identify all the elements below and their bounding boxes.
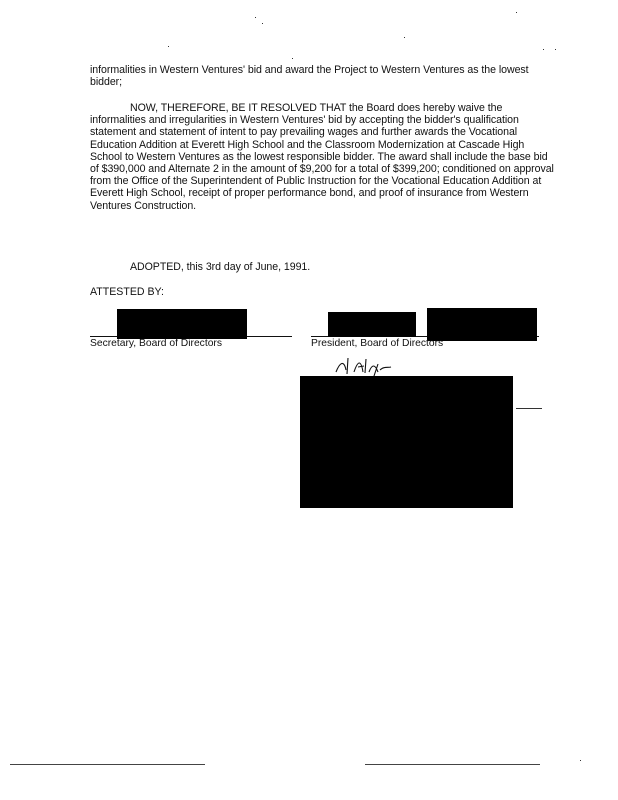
scan-artifact-line [365, 764, 540, 765]
signature-mark [334, 354, 394, 378]
redaction-block [300, 376, 513, 508]
attested-by-label: ATTESTED BY: [90, 286, 164, 298]
scan-speck [516, 12, 517, 13]
scan-speck [543, 49, 544, 50]
scan-speck [255, 17, 256, 18]
adopted-line: ADOPTED, this 3rd day of June, 1991. [130, 261, 311, 273]
paragraph-resolution: NOW, THEREFORE, BE IT RESOLVED THAT the Board does hereby waive the informalities and irregularities in Western Ventures' bid by accepting the bidder's qualification statement and statement of intent to pay prevailing wages and further awards the Vocational Education Addition at Everett High School and the Classroom Modernization at Cascade High School to Western Ventures as the lowest responsible bidder. The award shall include the base bid of $390,000 and Alternate 2 in the amount of $9,200 for a total of $399,200; conditioned on approval from the Office of the Superintendent of Public Instruction for the Vocational Education Addition at Everett High School, receipt of proper performance bond, and proof of insurance from Western Ventures Construction. [90, 102, 554, 212]
scan-speck [404, 37, 405, 38]
scan-speck [555, 49, 556, 50]
scan-artifact-line [10, 764, 205, 765]
secretary-label: Secretary, Board of Directors [90, 338, 222, 349]
president-label: President, Board of Directors [311, 338, 444, 349]
redaction-block [117, 309, 247, 339]
redaction-block [328, 312, 416, 337]
stray-mark [516, 408, 542, 409]
paragraph-intro: informalities in Western Ventures' bid and award the Project to Western Ventures as the lowest bidder; [90, 64, 529, 89]
scan-speck [168, 46, 169, 47]
scan-speck [580, 760, 581, 761]
scan-speck [262, 23, 263, 24]
scan-speck [292, 58, 293, 59]
redaction-block [427, 308, 537, 341]
